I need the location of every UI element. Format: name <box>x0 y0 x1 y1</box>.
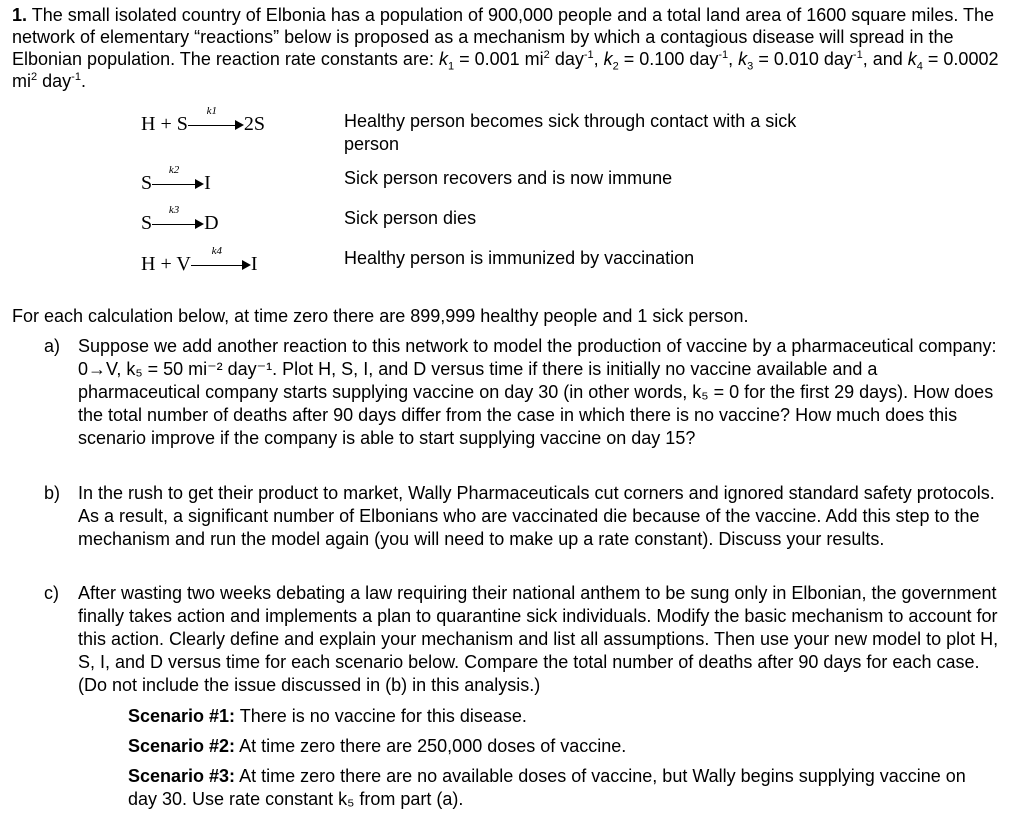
reaction-2-description: Sick person recovers and is now immune <box>344 168 673 188</box>
lead-sentence: For each calculation below, at time zero there are 899,999 healthy people and 1 sick person. <box>12 306 749 326</box>
reaction-3: S k3 D <box>141 204 219 234</box>
part-text: Suppose we add another reaction to this network to model the production of vaccine by a pharmaceutical company: 0→V, k₅ = 50 mi⁻² day⁻¹. Plot H, S, I, and D versus time if there is initially no vaccine available and a pharmaceutical company starts supplying vaccine on day 30 (in other words, k₅ = 0 for the first 29 days). How does the total number of deaths after 90 days differ from the case in which there is no vaccine? How much does this scenario improve if the company is able to start supplying vaccine on day 15? <box>78 336 997 448</box>
reaction-4: H + V k4 I <box>141 245 258 275</box>
scenario-label: Scenario #1: <box>128 706 236 726</box>
scenario-text: There is no vaccine for this disease. <box>239 706 527 726</box>
reaction-2: S k2 I <box>141 164 211 194</box>
reaction-arrow: k3 <box>152 217 204 231</box>
problem-number: 1. <box>12 5 28 25</box>
part-label: a) <box>44 336 61 356</box>
reaction-4-description: Healthy person is immunized by vaccination <box>344 248 695 268</box>
part-a <box>44 335 1004 450</box>
reaction-arrow: k1 <box>188 118 244 132</box>
problem-intro: The small isolated country of Elbonia has a population of 900,000 people and a total land area of 1600 square miles. The network of elementary “reactions” below is proposed as a mechanism by which a contagious disease will spread in the Elbonian population. The reaction rate constants are: <box>12 5 995 69</box>
scenario-text: At time zero there are no available doses of vaccine, but Wally begins supplying vaccine on day 30. Use rate constant k₅ from part (a). <box>128 766 966 809</box>
part-label: c) <box>44 583 59 603</box>
part-b <box>44 482 1004 551</box>
part-text: After wasting two weeks debating a law requiring their national anthem to be sung only in Elbonian, the government finally takes action and implements a plan to quarantine sick individuals. Modify the basic mechanism to account for this action. Clearly define and explain your mechanism and list all assumptions. Then use your new model to plot H, S, I, and D versus time for each scenario below. Compare the total number of deaths after 90 days for each case. (Do not include the issue discussed in (b) in this analysis.) <box>78 583 999 695</box>
reaction-arrow: k2 <box>152 177 204 191</box>
part-c <box>44 582 1004 697</box>
reaction-3-description: Sick person dies <box>344 208 477 228</box>
part-label: b) <box>44 483 61 503</box>
reaction-1: H + S k1 2S <box>141 105 265 135</box>
scenario-3 <box>128 765 988 811</box>
part-text: In the rush to get their product to market, Wally Pharmaceuticals cut corners and ignored standard safety protocols. As a result, a significant number of Elbonians who are vaccinated die because of the vaccine. Add this step to the mechanism and run the model again (you will need to make up a rate constant). Discuss your results. <box>78 483 995 549</box>
reaction-arrow: k4 <box>191 258 251 272</box>
scenario-2 <box>128 735 988 758</box>
scenario-1 <box>128 705 988 728</box>
scenario-label: Scenario #3: <box>128 766 236 786</box>
problem-statement: 1. The small isolated country of Elbonia has a population of 900,000 people and a total land area of 1600 square miles. The network of elementary “reactions” below is proposed as a mechanism by which a contagious disease will spread in the Elbonian population. The reaction rate constants are: $k_1 = 0.001$ $mi^2$ day$^{-1}$, $k_2 = 0.100$ day$^{-1}$, $k_3 = 0.010$ day$^{-1}$, and $k_4 = 0.0002$ $mi^2$ day$^{-1}$. <box>12 5 999 91</box>
scenario-label: Scenario #2: <box>128 736 236 756</box>
reaction-1-description: Healthy person becomes sick through contact with a sick person <box>344 111 797 154</box>
scenario-text: At time zero there are 250,000 doses of vaccine. <box>239 736 627 756</box>
